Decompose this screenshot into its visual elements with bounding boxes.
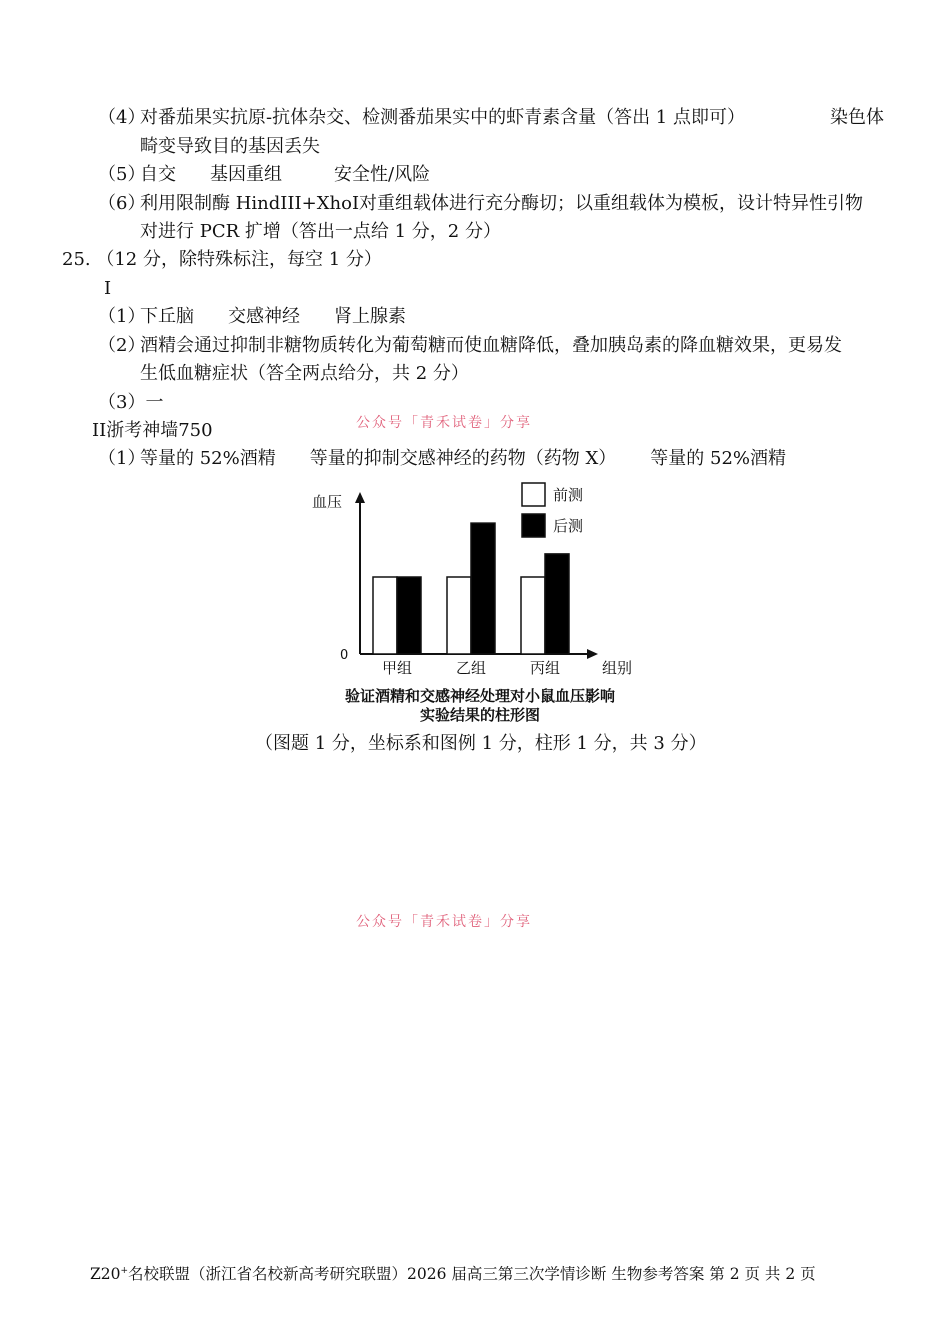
answer-line-q4 (98, 107, 745, 129)
item-number: （2） (98, 335, 146, 356)
answer-line-p1-3: （3）一 (98, 392, 164, 413)
answer-line-p2-1 (98, 448, 786, 470)
answer-blank: 下丘脑 (140, 306, 194, 327)
footer-sup: + (120, 1266, 129, 1276)
footer-text: 名校联盟（浙江省名校新高考研究联盟）2026 届高三第三次学情诊断 生物参考答案 第 2 页 共 2 页 (128, 1265, 816, 1284)
chart-title: 验证酒精和交感神经处理对小鼠血压影响 (344, 687, 616, 705)
bar-post-2 (471, 523, 495, 654)
question-header: 25. （12 分，除特殊标注，每空 1 分） (62, 249, 382, 270)
answer-line-p1-1 (98, 306, 406, 328)
watermark-text: 公众号「青禾试卷」分享 (356, 914, 532, 930)
answer-blank: 等量的抑制交感神经的药物（药物 X） (309, 448, 617, 469)
item-number: （5） (98, 164, 146, 185)
scoring-note: （图题 1 分，坐标系和图例 1 分，柱形 1 分，共 3 分） (255, 733, 707, 754)
answer-blank: 等量的 52%酒精 (650, 448, 787, 469)
bar-pre-1 (373, 577, 397, 654)
chart-bars (373, 523, 569, 654)
answer-blank: 安全性/风险 (334, 164, 431, 185)
answer-text-tail: 染色体 (830, 107, 884, 128)
blood-pressure-bar-chart (300, 478, 660, 728)
answer-blank: 自交 (140, 164, 176, 185)
answer-blank: 交感神经 (228, 306, 300, 327)
chart-legend (522, 483, 583, 537)
y-axis-arrow (355, 492, 365, 503)
answer-blank: 等量的 52%酒精 (140, 448, 276, 469)
item-number: （1） (98, 448, 146, 469)
bar-pre-2 (447, 577, 471, 654)
x-tick-label: 丙组 (529, 659, 561, 677)
answer-text: 对番茄果实抗原-抗体杂交、检测番茄果实中的虾青素含量（答出 1 点即可） (140, 107, 745, 128)
y-axis-label: 血压 (312, 493, 343, 511)
footer-prefix: Z20 (90, 1265, 121, 1284)
answer-continuation: 畸变导致目的基因丢失 (140, 136, 320, 157)
x-axis-arrow (587, 649, 598, 659)
item-number: （6） (98, 193, 146, 214)
answer-blank: 肾上腺素 (334, 306, 406, 327)
x-axis-label: 组别 (602, 659, 633, 677)
origin-label: 0 (340, 648, 349, 663)
answer-text: 利用限制酶 HindIII+XhoI对重组载体进行充分酶切；以重组载体为模板，设计特异性引物 (140, 193, 864, 214)
legend-label-pre: 前测 (553, 486, 584, 504)
answer-line-p1-2 (98, 335, 842, 357)
part-label: I (104, 278, 112, 299)
part-label: II浙考神墙750 (92, 420, 213, 441)
page-footer (90, 1260, 816, 1285)
item-number: （4） (98, 107, 146, 128)
legend-swatch-post (522, 514, 545, 537)
chart-title-line2: 实验结果的柱形图 (419, 706, 541, 724)
chart-tick-labels (382, 659, 560, 677)
answer-blank: 基因重组 (210, 164, 282, 185)
answer-continuation: 生低血糖症状（答全两点给分，共 2 分） (140, 363, 469, 384)
answer-continuation: 对进行 PCR 扩增（答出一点给 1 分，2 分） (140, 221, 501, 242)
answer-text: 酒精会通过抑制非糖物质转化为葡萄糖而使血糖降低，叠加胰岛素的降血糖效果，更易发 (140, 335, 842, 356)
answer-line-q5 (98, 164, 430, 186)
bar-post-3 (545, 554, 569, 654)
answer-line-q6 (98, 193, 863, 215)
bar-pre-3 (521, 577, 545, 654)
legend-label-post: 后测 (553, 517, 584, 535)
x-tick-label: 甲组 (381, 659, 413, 677)
bar-post-1 (397, 577, 421, 654)
watermark-text: 公众号「青禾试卷」分享 (356, 415, 532, 431)
item-number: （1） (98, 306, 146, 327)
x-tick-label: 乙组 (455, 659, 487, 677)
legend-swatch-pre (522, 483, 545, 506)
